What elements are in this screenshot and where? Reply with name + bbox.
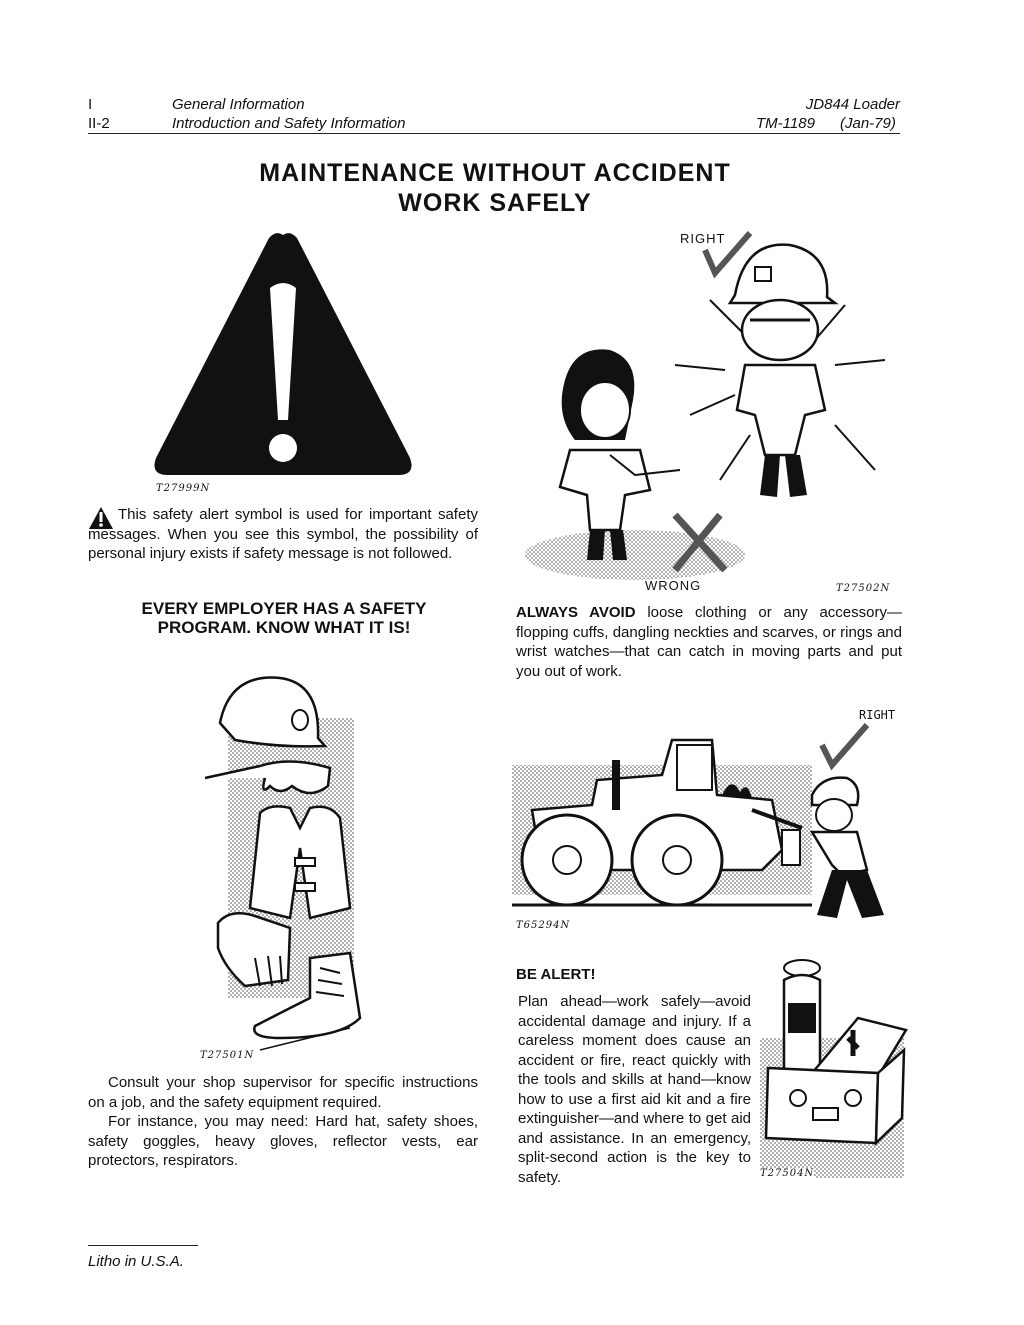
safety-equipment-illustration bbox=[200, 668, 370, 1058]
manual-number: TM-1189 bbox=[756, 115, 815, 132]
footer-text: Litho in U.S.A. bbox=[88, 1253, 184, 1270]
always-avoid-lead: ALWAYS AVOID bbox=[516, 604, 636, 621]
subchapter-title: Introduction and Safety Information bbox=[172, 115, 406, 132]
loader-illustration bbox=[512, 720, 902, 930]
warning-triangle-icon bbox=[148, 230, 418, 480]
page-title-line2: WORK SAFELY bbox=[398, 189, 592, 217]
wrong-label: WRONG bbox=[645, 578, 702, 593]
first-aid-extinguisher-illustration bbox=[758, 958, 906, 1183]
footer-rule bbox=[88, 1245, 198, 1246]
equipment-figure-caption: T27501N bbox=[200, 1050, 255, 1061]
program-paragraph-1: Consult your shop supervisor for specific instructions on a job, and the safety equipment required. bbox=[88, 1074, 478, 1111]
page-title-line1: MAINTENANCE WITHOUT ACCIDENT bbox=[259, 159, 731, 187]
program-heading: EVERY EMPLOYER HAS A SAFETY PROGRAM. KNOW WHAT IT IS! bbox=[141, 599, 427, 637]
manual-date: (Jan-79) bbox=[840, 115, 896, 132]
clothing-right-wrong-illustration bbox=[515, 225, 905, 580]
program-paragraph-2: For instance, you may need: Hard hat, safety shoes, safety goggles, heavy gloves, reflector vests, ear protectors, respirators. bbox=[88, 1113, 478, 1169]
clothing-figure-caption: T27502N bbox=[836, 583, 891, 594]
clothing-text: loose clothing or any accessory—flopping cuffs, dangling neckties and scarves, or rings and wrist watches—that can catch in moving parts and put you out of work. bbox=[516, 604, 902, 680]
loader-figure-caption: T65294N bbox=[516, 920, 571, 931]
be-alert-paragraph: Plan ahead—work safely—avoid accidental damage and injury. If a careless moment does cause an accident or fire, react quickly with the tools and skills at hand—know how to use a first aid kit and a fire extinguisher—and where to get aid and assistance. In an emergency, split-second action is the key to safety. bbox=[518, 993, 751, 1186]
clothing-paragraph bbox=[516, 603, 902, 681]
alert-figure-caption: T27999N bbox=[156, 483, 211, 494]
be-alert-heading: BE ALERT! bbox=[516, 966, 596, 983]
alert-paragraph: This safety alert symbol is used for important safety messages. When you see this symbol, the possibility of personal injury exists if safety message is not followed. bbox=[88, 506, 478, 562]
model-name: JD844 Loader bbox=[805, 96, 900, 113]
kit-figure-caption: T27504N bbox=[760, 1168, 815, 1179]
loader-right-label: RIGHT bbox=[859, 708, 896, 722]
chapter-title: General Information bbox=[172, 96, 305, 113]
page-number: II-2 bbox=[88, 115, 110, 132]
right-label: RIGHT bbox=[680, 231, 726, 246]
section-number: I bbox=[88, 96, 93, 113]
header-rule bbox=[88, 133, 900, 134]
